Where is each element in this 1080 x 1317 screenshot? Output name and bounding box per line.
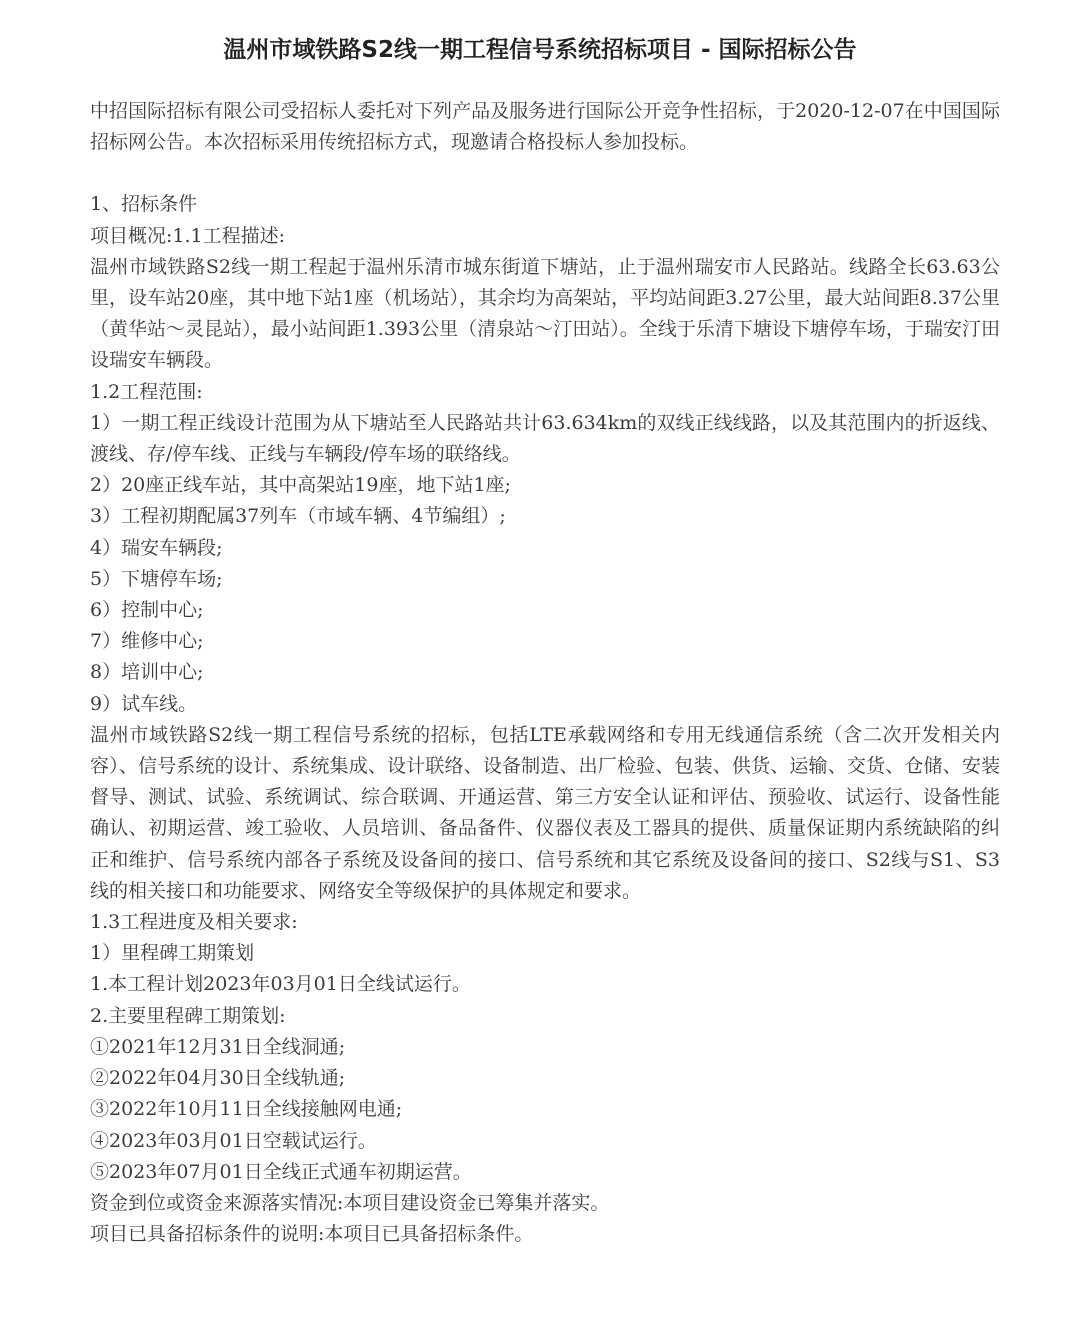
scope-item-8: 8）培训中心;	[90, 661, 204, 684]
project-description-paragraph: 温州市域铁路S2线一期工程起于温州乐清市城东街道下塘站，止于温州瑞安市人民路站。线路全长63.63公里，设车站20座，其中地下站1座（机场站），其余均为高架站，平均站间距3.27公里，最大站间距8.37公里（黄华站～灵昆站），最小站间距1.393公里（清泉站～汀田站）。全线于乐清下塘设下塘停车场，于瑞安汀田设瑞安车辆段。	[90, 255, 1000, 372]
scope-item-2: 2）20座正线车站，其中高架站19座，地下站1座;	[90, 474, 511, 497]
section-heading-bidding-conditions: 1、招标条件	[90, 193, 198, 216]
project-overview-label: 项目概况:1.1工程描述:	[90, 224, 286, 247]
schedule-heading: 1.3工程进度及相关要求:	[90, 911, 298, 934]
page-title: 温州市域铁路S2线一期工程信号系统招标项目 - 国际招标公告	[223, 37, 857, 63]
milestone-heading: 1）里程碑工期策划	[90, 942, 255, 965]
scope-item-9: 9）试车线。	[90, 692, 198, 715]
milestone-item-2: ②2022年04月30日全线轨通;	[90, 1067, 346, 1090]
signal-system-scope-paragraph: 温州市域铁路S2线一期工程信号系统的招标，包括LTE承载网络和专用无线通信系统（含二次开发相关内容）、信号系统的设计、系统集成、设计联络、设备制造、出厂检验、包装、供货、运输、交货、仓储、安装督导、测试、试验、系统调试、综合联调、开通运营、第三方安全认证和评估、预验收、试运行、设备性能确认、初期运营、竣工验收、人员培训、备品备件、仪器仪表及工器具的提供、质量保证期内系统缺陷的纠正和维护、信号系统内部各子系统及设备间的接口、信号系统和其它系统及设备间的接口、S2线与S1、S3线的相关接口和功能要求、网络安全等级保护的具体规定和要求。	[90, 723, 1000, 902]
milestone-item-1: ①2021年12月31日全线洞通;	[90, 1035, 346, 1058]
scope-heading: 1.2工程范围:	[90, 380, 203, 403]
bidding-readiness-statement: 项目已具备招标条件的说明:本项目已具备招标条件。	[90, 1223, 534, 1246]
scope-item-6: 6）控制中心;	[90, 599, 204, 622]
milestone-item-3: ③2022年10月11日全线接触网电通;	[90, 1098, 403, 1121]
scope-item-3: 3）工程初期配属37列车（市域车辆、4节编组）;	[90, 505, 506, 528]
funding-status: 资金到位或资金来源落实情况:本项目建设资金已筹集并落实。	[90, 1191, 610, 1214]
milestone-plan-2: 2.主要里程碑工期策划:	[90, 1004, 286, 1027]
scope-item-7: 7）维修中心;	[90, 630, 204, 653]
scope-item-4: 4）瑞安车辆段;	[90, 536, 223, 559]
document-body	[90, 96, 1000, 1250]
milestone-item-4: ④2023年03月01日空载试运行。	[90, 1129, 377, 1152]
milestone-plan-1: 1.本工程计划2023年03月01日全线试运行。	[90, 973, 471, 996]
scope-item-1: 1）一期工程正线设计范围为从下塘站至人民路站共计63.634km的双线正线线路，以及其范围内的折返线、渡线、存/停车线、正线与车辆段/停车场的联络线。	[90, 411, 1000, 466]
milestone-item-5: ⑤2023年07月01日全线正式通车初期运营。	[90, 1160, 472, 1183]
scope-item-5: 5）下塘停车场;	[90, 567, 223, 590]
intro-paragraph: 中招国际招标有限公司受招标人委托对下列产品及服务进行国际公开竞争性招标，于2020-12-07在中国国际招标网公告。本次招标采用传统招标方式，现邀请合格投标人参加投标。	[90, 100, 1000, 154]
